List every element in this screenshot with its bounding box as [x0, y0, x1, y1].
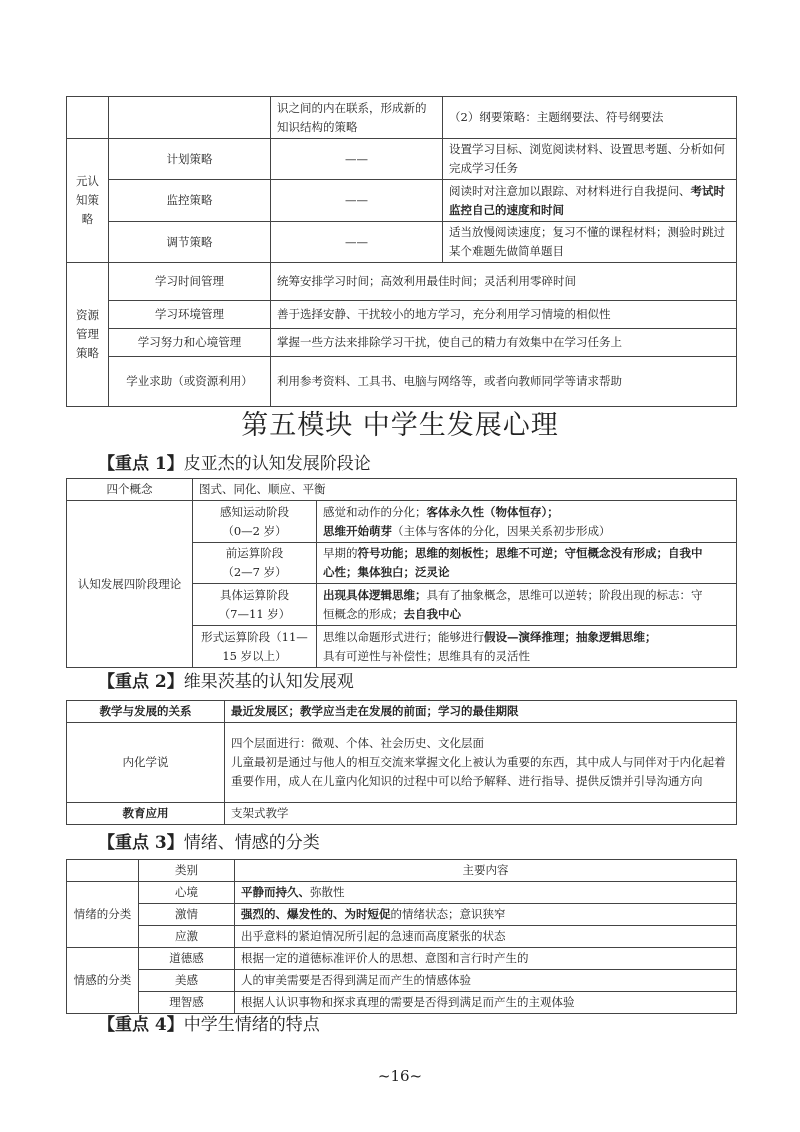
emotion-name: 心境 — [139, 882, 235, 904]
cell-cognitive-strategy-desc: 识之间的内在联系，形成新的知识结构的策略 — [271, 97, 443, 139]
theory-label: 认知发展四阶段理论 — [67, 501, 193, 668]
internalization-label: 内化学说 — [67, 723, 225, 803]
application-label: 教育应用 — [67, 803, 225, 825]
stage-desc: 思维以命题形式进行；能够进行假设—演绎推理；抽象逻辑思维； 具有可逆性与补偿性；思维具有的灵活性 — [317, 626, 737, 668]
emotion-desc: 根据人认识事物和探求真理的需要是否得到满足而产生的主观体验 — [235, 992, 737, 1014]
emotion-name: 激情 — [139, 904, 235, 926]
section-heading-1: 【重点 1】皮亚杰的认知发展阶段论 — [98, 454, 371, 474]
strategy-desc: 善于选择安静、干扰较小的地方学习，充分利用学习情境的相似性 — [271, 301, 737, 329]
module-title: 第五模块 中学生发展心理 — [241, 410, 559, 441]
strategy-name: 学习环境管理 — [109, 301, 271, 329]
cell-outline-strategy: （2）纲要策略：主题纲要法、符号纲要法 — [443, 97, 737, 139]
emotion-group-label: 情绪的分类 — [67, 882, 139, 948]
strategy-name: 学习努力和心境管理 — [109, 329, 271, 357]
strategy-mid: —— — [271, 139, 443, 180]
strategy-desc: 适当放慢阅读速度；复习不懂的课程材料；测验时跳过某个难题先做简单题目 — [443, 222, 737, 263]
strategy-desc: 统筹安排学习时间；高效利用最佳时间；灵活利用零碎时间 — [271, 263, 737, 301]
strategy-mid: —— — [271, 222, 443, 263]
header-type: 类别 — [139, 860, 235, 882]
header-content: 主要内容 — [235, 860, 737, 882]
internalization-value: 四个层面进行：微观、个体、社会历史、文化层面 儿童最初是通过与他人的相互交流来掌握文化上被认为重要的东西，其中成人与同伴对于内化起着重要作用，成人在儿童内化知识的过程中可以给予解释、进行指导、提供反馈并引导沟通方向 — [225, 723, 737, 803]
emotion-table — [66, 859, 737, 1014]
stage-name: 具体运算阶段 （7—11 岁） — [193, 584, 317, 626]
emotion-desc: 人的审美需要是否得到满足而产生的情感体验 — [235, 970, 737, 992]
section-heading-2: 【重点 2】维果茨基的认知发展观 — [98, 672, 354, 692]
stage-name: 形式运算阶段（11— 15 岁以上） — [193, 626, 317, 668]
stage-name: 前运算阶段 （2—7 岁） — [193, 543, 317, 584]
page-number: ~16~ — [377, 1067, 423, 1085]
emotion-desc: 根据一定的道德标准评价人的思想、意图和言行时产生的 — [235, 948, 737, 970]
emotion-name: 应激 — [139, 926, 235, 948]
strategy-name: 调节策略 — [109, 222, 271, 263]
strategy-name: 学业求助（或资源利用） — [109, 357, 271, 407]
strategy-mid: —— — [271, 180, 443, 222]
section-heading-4: 【重点 4】中学生情绪的特点 — [98, 1015, 320, 1035]
piaget-table — [66, 478, 737, 668]
emotion-name: 美感 — [139, 970, 235, 992]
feeling-group-label: 情感的分类 — [67, 948, 139, 1014]
emotion-name: 道德感 — [139, 948, 235, 970]
relation-label: 教学与发展的关系 — [67, 701, 225, 723]
emotion-desc: 平静而持久、弥散性 — [235, 882, 737, 904]
relation-value: 最近发展区；教学应当走在发展的前面；学习的最佳期限 — [225, 701, 737, 723]
strategy-desc: 掌握一些方法来排除学习干扰，使自己的精力有效集中在学习任务上 — [271, 329, 737, 357]
application-value: 支架式教学 — [225, 803, 737, 825]
emotion-name: 理智感 — [139, 992, 235, 1014]
strategy-desc: 设置学习目标、浏览阅读材料、设置思考题、分析如何完成学习任务 — [443, 139, 737, 180]
concepts-label: 四个概念 — [67, 479, 193, 501]
strategy-desc: 阅读时对注意加以跟踪、对材料进行自我提问、考试时监控自己的速度和时间 — [443, 180, 737, 222]
stage-name: 感知运动阶段 （0—2 岁） — [193, 501, 317, 543]
stage-desc: 早期的符号功能；思维的刻板性；思维不可逆；守恒概念没有形成；自我中 心性；集体独白；泛灵论 — [317, 543, 737, 584]
strategy-desc: 利用参考资料、工具书、电脑与网络等，或者向教师同学等请求帮助 — [271, 357, 737, 407]
stage-desc: 感觉和动作的分化；客体永久性（物体恒存）； 思维开始萌芽（主体与客体的分化，因果关系初步形成） — [317, 501, 737, 543]
resource-management-label: 资源管理策略 — [67, 263, 109, 407]
strategy-name: 学习时间管理 — [109, 263, 271, 301]
learning-strategy-table — [66, 96, 737, 407]
stage-desc: 出现具体逻辑思维；具有了抽象概念，思维可以逆转；阶段出现的标志：守 恒概念的形成；去自我中心 — [317, 584, 737, 626]
vygotsky-table — [66, 700, 737, 825]
concepts-value: 图式、同化、顺应、平衡 — [193, 479, 737, 501]
strategy-name: 监控策略 — [109, 180, 271, 222]
metacognitive-strategy-label: 元认知策略 — [67, 139, 109, 263]
section-heading-3: 【重点 3】情绪、情感的分类 — [98, 833, 320, 853]
emotion-desc: 出乎意料的紧迫情况所引起的急速而高度紧张的状态 — [235, 926, 737, 948]
strategy-name: 计划策略 — [109, 139, 271, 180]
emotion-desc: 强烈的、爆发性的、为时短促的情绪状态；意识狭窄 — [235, 904, 737, 926]
